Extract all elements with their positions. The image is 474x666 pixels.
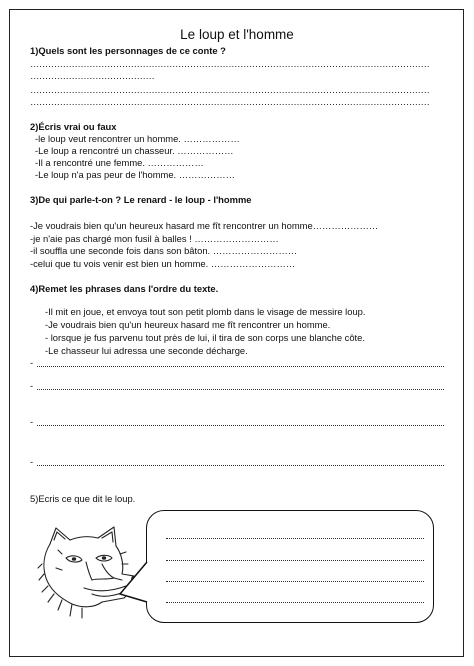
bubble-answer-line[interactable] — [166, 602, 424, 603]
bubble-answer-line[interactable] — [166, 538, 424, 539]
q2-statement: -le loup veut rencontrer un homme. ……………… — [35, 133, 240, 144]
q2-statement: -Le loup n'a pas peur de l'homme. ……………… — [35, 169, 236, 180]
question-4-heading: 4)Remet les phrases dans l'ordre du texte. — [30, 283, 219, 294]
page-title: Le loup et l'homme — [180, 27, 294, 42]
bubble-answer-line[interactable] — [166, 581, 424, 582]
q1-answer-line[interactable]: ……………………………………………………………………………………………………………………… — [30, 96, 430, 107]
question-5-heading: 5)Ecris ce que dit le loup. — [30, 493, 136, 504]
q4-answer-dash: - — [30, 357, 34, 368]
q4-sentence: -Le chasseur lui adressa une seconde décharge. — [45, 345, 248, 356]
question-3-heading: 3)De qui parle-t-on ? Le renard - le loup - l'homme — [30, 194, 252, 205]
q3-quote: -je n'aie pas chargé mon fusil à balles ! ……………………… — [30, 233, 279, 244]
q4-answer-dash: - — [30, 456, 34, 467]
q1-answer-line[interactable]: …………………………………… — [30, 70, 155, 81]
question-1-heading: 1)Quels sont les personnages de ce conte ? — [30, 45, 226, 56]
q4-answer-line[interactable] — [37, 465, 444, 466]
bubble-answer-line[interactable] — [166, 560, 424, 561]
speech-bubble-tail — [118, 560, 150, 620]
speech-bubble — [146, 510, 434, 623]
q4-sentence: -Il mit en joue, et envoya tout son petit plomb dans le visage de messire loup. — [45, 306, 366, 317]
q4-answer-line[interactable] — [37, 389, 444, 390]
q4-answer-dash: - — [30, 380, 34, 391]
q4-sentence: - lorsque je fus parvenu tout près de lui, il tira de son corps une blanche côte. — [45, 332, 365, 343]
q2-statement: -Il a rencontré une femme. ……………… — [35, 157, 204, 168]
q4-sentence: -Je voudrais bien qu'un heureux hasard me fît rencontrer un homme. — [45, 319, 331, 330]
q4-answer-line[interactable] — [37, 366, 444, 367]
q4-answer-dash: - — [30, 416, 34, 427]
q1-answer-line[interactable]: ……………………………………………………………………………………………………………………… — [30, 58, 430, 69]
q3-quote: -Je voudrais bien qu'un heureux hasard me fît rencontrer un homme………………… — [30, 220, 379, 231]
q3-quote: -il souffla une seconde fois dans son bâton. ……………………… — [30, 245, 298, 256]
question-2-heading: 2)Écris vrai ou faux — [30, 121, 117, 132]
q3-quote: -celui que tu vois venir est bien un homme. ……………………… — [30, 258, 296, 269]
q1-answer-line[interactable]: ……………………………………………………………………………………………………………………… — [30, 84, 430, 95]
q4-answer-line[interactable] — [37, 425, 444, 426]
q2-statement: -Le loup a rencontré un chasseur. ……………… — [35, 145, 234, 156]
